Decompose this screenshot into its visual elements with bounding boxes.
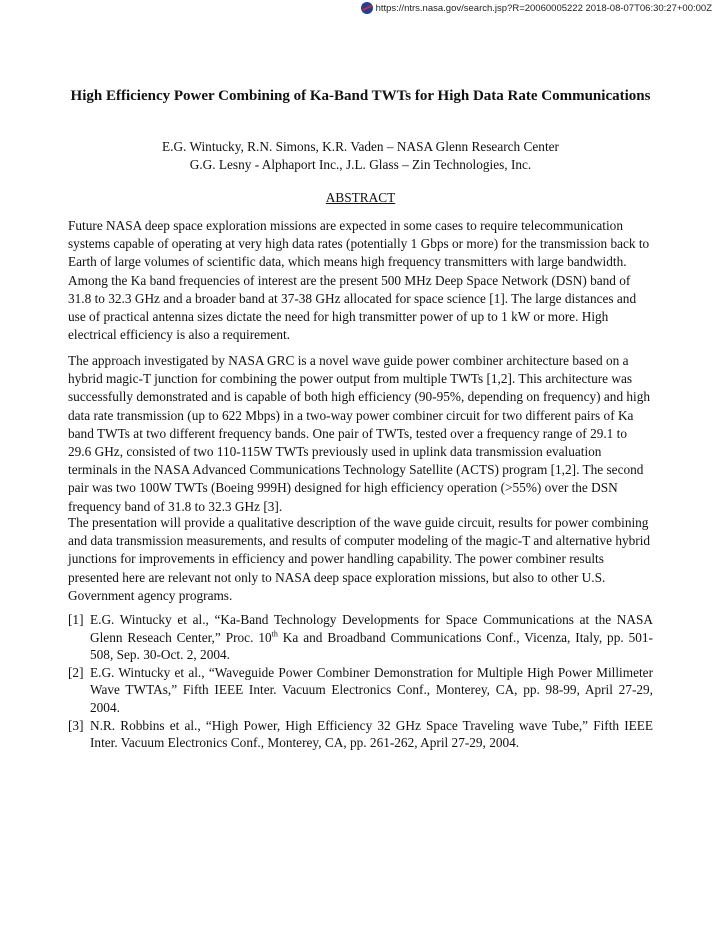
author-line: G.G. Lesny - Alphaport Inc., J.L. Glass – Zin Technologies, Inc. <box>189 157 532 172</box>
reference-number: [3] <box>68 717 84 733</box>
source-stamp <box>361 0 712 16</box>
abstract-paragraph: The approach investigated by NASA GRC is a novel wave guide power combiner architecture based on a hybrid magic-T junction for combining the power output from multiple TWTs [1,2]. This architecture was successfully demonstrated and is capable of both high efficiency (90-95%, depending on frequency) and high data rate transmission (up to 622 Mbps) in a two-way power combiner circuit for two different pairs of Ka band TWTs at two different frequency bands. One pair of TWTs, tested over a frequency range of 29.1 to 29.6 GHz, consisted of two 110-115W TWTs previously used in uplink data transmission evaluation terminals in the NASA Advanced Communications Technology Satellite (ACTS) program [1,2]. The second pair was two 100W TWTs (Boeing 999H) designed for high efficiency operation (>55%) over the DSN frequency band of 31.8 to 32.3 GHz [3]. <box>68 353 651 514</box>
superscript: th <box>271 629 278 639</box>
source-url[interactable]: https://ntrs.nasa.gov/search.jsp?R=20060005222 2018-08-07T06:30:27+00:00Z <box>375 2 712 14</box>
reference-text-part: E.G. Wintucky et al., “Ka-Band Technology Developments for Space Communications at the NASA Glenn Reseach Center,” Proc. 10 <box>90 612 653 645</box>
reference-item <box>68 717 653 752</box>
reference-number: [1] <box>68 612 84 627</box>
abstract-paragraph: Future NASA deep space exploration missions are expected in some cases to require telecommunication systems capable of operating at very high data rates (potentially 1 Gbps or more) for the transmission back to Earth of large volumes of scientific data, which means high frequency transmitters with large bandwidth. Among the Ka band frequencies of interest are the present 500 MHz Deep Space Network (DSN) band of 31.8 to 32.3 GHz and a broader band at 37-38 GHz allocated for space science [1]. The large distances and use of practical antenna sizes dictate the need for high transmitter power of up to 1 kW or more. High electrical efficiency is also a requirement. <box>68 218 650 343</box>
reference-text: N.R. Robbins et al., “High Power, High Efficiency 32 GHz Space Traveling wave Tube,” Fifth IEEE Inter. Vacuum Electronics Conf., Monterey, CA, pp. 261-262, April 27-29, 2004. <box>90 717 653 751</box>
author-block <box>68 138 653 174</box>
reference-text: E.G. Wintucky et al., “Waveguide Power Combiner Demonstration for Multiple High Power Millimeter Wave TWTAs,” Fifth IEEE Inter. Vacuum Electronics Conf., Monterey, CA, pp. 98-99, April 27-29, 2004. <box>90 664 653 715</box>
reference-list <box>68 611 653 752</box>
author-line: E.G. Wintucky, R.N. Simons, K.R. Vaden – NASA Glenn Research Center <box>162 139 559 154</box>
nasa-logo-icon <box>361 2 373 14</box>
reference-item <box>68 664 653 717</box>
reference-text-part: Ka and Broadband Communications Conf., Vicenza, Italy, pp. 501-508, Sep. 30-Oct. 2, 2004. <box>90 629 653 663</box>
reference-item <box>68 611 653 664</box>
reference-text <box>90 611 653 664</box>
abstract-heading: ABSTRACT <box>325 190 396 205</box>
reference-number: [2] <box>68 664 84 680</box>
abstract-paragraph: The presentation will provide a qualitative description of the wave guide circuit, results for power combining and data transmission measurements, and results of computer modeling of the magic-T and alternative hybrid junctions for improvements in efficiency and power handling capability. The power combiner results presented here are relevant not only to NASA deep space exploration missions, but also to other U.S. Government agency programs. <box>68 515 651 603</box>
paper-title: High Efficiency Power Combining of Ka-Band TWTs for High Data Rate Communications <box>70 88 651 104</box>
